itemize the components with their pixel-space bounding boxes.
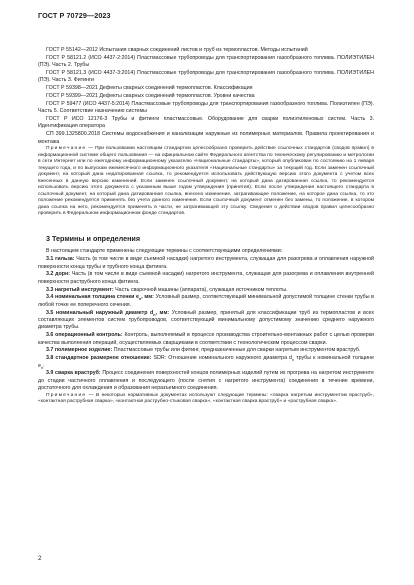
term-text: Часть (в том числе в виде съемной насадки) нагретого инструмента, служащая для разогрева и оплавления внутренней поверхности раструбного конца фитинга. (38, 271, 374, 285)
reference-item: ГОСТ Р 58121.2 (ИСО 4437-2:2014) Пластмассовые трубопроводы для транспортирования газообразного топлива. ПОЛИЭТИЛЕН (ПЭ). Часть 2. Трубы (38, 54, 374, 69)
term-text-subscript: n (292, 358, 295, 363)
reference-item: ГОСТ Р 58121.3 (ИСО 4437-3:2014) Пластмассовые трубопроводы для транспортирования газообразного топлива. ПОЛИЭТИЛЕН (ПЭ). Часть 3. Фитинги (38, 70, 374, 84)
term-text-end: . (43, 362, 45, 369)
term-label: 3.9 сварка враструб: (46, 370, 101, 377)
term-definition (38, 355, 374, 370)
term-text-main: SDR: Отношение номинального наружного диаметра d (153, 355, 293, 362)
term-label-main: 3.4 номинальная толщина стенки e (46, 294, 139, 301)
term-label (46, 294, 154, 300)
term-text: Контроль, выполняемый в процессе производства строительно-монтажных работ с целью проверки качества выполнения операций, осуществляемых сварщиками в соответствии с технологическим процессом сварки. (38, 332, 374, 346)
term-label-tail: , мм: (141, 294, 154, 301)
term-label-tail: , мм: (155, 309, 170, 316)
term-definition (38, 271, 374, 286)
section-title: 3 Термины и определения (46, 233, 141, 243)
reference-item: ГОСТ Р ИСО 12176-3 Трубы и фитинги пластмассовые. Оборудование для сварки полиэтиленовых систем. Часть 3. Идентификация оператора (38, 116, 374, 130)
term-definition (38, 332, 374, 347)
term-definition (38, 294, 374, 309)
document-header: ГОСТ Р 70729—2023 (38, 11, 111, 20)
term-label: 3.7 полимерное изделие: (46, 347, 113, 354)
term-text: Процесс соединения поверхностей концов полимерных изделий путем их прогрева на нагретом инструменте до стадии частичного оплавления и последующего (после снятия с нагретого инструмента) соединения в течение времени, достаточного для охлаждения и образования неразъемного соединения. (38, 370, 374, 392)
term-label-subscript: n (138, 297, 142, 302)
term-text: Условный размер, принятый для классификации труб из термопластов и всех составляющих элементов систем трубопроводов, соответствующий минимальному допустимому значению среднего наружного диаметра трубы. (38, 309, 375, 331)
reference-item: ГОСТ Р 55142—2012 Испытания сварных соединений листов и труб из термопластов. Методы испытаний (46, 47, 308, 53)
term-text: Условный размер, соответствующий минимальной допустимой толщине стенки трубы в любой точке ее поперечного сечения. (38, 294, 374, 308)
section-intro: В настоящем стандарте применены следующие термины с соответствующими определениями: (46, 248, 283, 255)
term-definition (38, 287, 374, 294)
term-label (46, 310, 169, 316)
term-definition (38, 256, 374, 271)
term-definition (38, 310, 374, 332)
term-text: Пластмассовые трубы или фитинг, предназначенные для сварки нагретым инструментом враструб. (113, 347, 361, 354)
page-content (38, 47, 374, 406)
reference-item: ГОСТ Р 59477 (ИСО 4437-5:2014) Пластмассовые трубопроводы для транспортирования газообразного топлива. Полиэтилен (ПЭ). Часть 5. Соответствие назначению системы (38, 100, 374, 115)
term-label: 3.3 нагретый инструмент: (46, 286, 114, 293)
note-paragraph (38, 146, 374, 218)
note-text: — В некоторых нормативных документах используют следующие термины: «сварка нагретым инструментом враструб», «контактная раструбная сварка», «контактная раструбно-стыковая сварка», «контактная сварка враструб» и «раструбная сварка». (38, 392, 374, 405)
note-label: Примечание (46, 392, 87, 398)
term-text-subscript: n (40, 365, 44, 370)
note-text: — При пользовании настоящим стандартом целесообразно проверить действие ссылочных стандартов (сводов правил) в информационной системе общего пользования — на официальном сайте Федерального агентства по техническому регулированию и метрологии в сети Интернет или по ежегодному информационному указателю «Национальные стандарты», который опубликован по состоянию на 1 января текущего года, и по выпускам ежемесячного информационного указателя «Национальные стандарты» за текущий год. Если заменен ссылочный документ, на который дана недатированная ссылка, то рекомендуется использовать действующую версию этого документа с учетом всех внесенных в данную версию изменений. Если заменен ссылочный документ, на который дана датированная ссылка, то рекомендуется использовать версию этого документа с указанным выше годом утверждения (принятия). Если после утверждения настоящего стандарта в ссылочный документ, на который дана датированная ссылка, внесено изменение, затрагивающее положение, на которое дана ссылка, то это положение рекомендуется применять без учета данного изменения. Если ссылочный документ отменен без замены, то положение, в котором дана ссылка на него, рекомендуется применять в части, не затрагивающей эту ссылку. Сведения о действии сводов правил целесообразно проверить в Федеральном информационном фонде стандартов. (38, 146, 374, 217)
term-label: 3.6 операционный контроль: (46, 332, 123, 339)
term-label-subscript: n (153, 312, 156, 317)
reference-item: ГОСТ Р 59399—2021 Дефекты сварных соединений термопластов. Уровни качества (46, 93, 255, 99)
term-label: 3.2 дорн: (46, 271, 70, 278)
term-label: 3.1 гильза: (46, 256, 75, 263)
term-text-mid: трубы к номинальной толщине e (38, 355, 374, 369)
term-text: Часть (в том числе в виде съемной насадки) нагретого инструмента, служащая для разогрева и оплавления наружной поверхности конца трубы и трубного конца фитинга. (38, 256, 374, 270)
reference-item: СП 399.1325800.2018 Системы водоснабжения и канализации наружные из полимерных материалов. Правила проектирования и монтажа (38, 131, 374, 145)
term-label-main: 3.5 номинальный наружный диаметр d (46, 309, 154, 316)
term-definition (38, 347, 374, 354)
page-number: 2 (38, 555, 42, 562)
note-paragraph (38, 393, 374, 406)
term-text: Часть сварочной машины (аппарата), служащая источником теплоты. (115, 286, 288, 293)
reference-item: ГОСТ Р 59398—2021 Дефекты сварных соединений термопластов. Классификация (46, 85, 253, 92)
term-definition (38, 370, 374, 392)
term-label: 3.8 стандартное размерное отношение: (46, 355, 152, 362)
note-label: Примечание (46, 146, 87, 152)
